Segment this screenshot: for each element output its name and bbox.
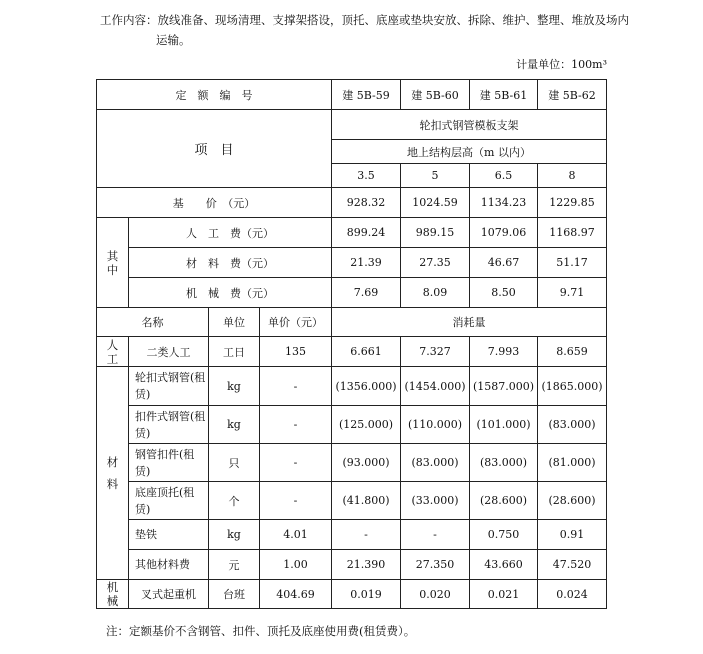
work-content-line1: 工作内容：放线准备、现场清理、支撑架搭设，顶托、底座或垫块安放、拆除、维护、整理、堆放及场内 <box>100 13 629 27</box>
material-name: 底座顶托(租赁) <box>129 482 209 520</box>
quota-code: 建 5B-61 <box>470 80 538 110</box>
material-row <box>97 367 607 406</box>
material-consumption: - <box>332 520 401 550</box>
machine-category-text: 机械 <box>106 580 119 608</box>
material-consumption: 43.660 <box>470 550 538 580</box>
machine-price: 404.69 <box>260 580 332 609</box>
group-title: 轮扣式钢管模板支架 <box>332 110 607 140</box>
material-consumption: 0.750 <box>470 520 538 550</box>
material-price: 1.00 <box>260 550 332 580</box>
material-row <box>97 444 607 482</box>
material-cost-row <box>97 248 607 278</box>
labor-cost-row <box>97 218 607 248</box>
material-consumption: (83.000) <box>401 444 470 482</box>
material-price: - <box>260 406 332 444</box>
footnote: 注：定额基价不含钢管、扣件、顶托及底座使用费(租赁费）。 <box>106 624 416 638</box>
material-consumption: (28.600) <box>538 482 607 520</box>
material-consumption: 47.520 <box>538 550 607 580</box>
material-name: 扣件式钢管(租赁) <box>129 406 209 444</box>
material-unit: 只 <box>209 444 260 482</box>
item-label: 项 目 <box>97 110 332 188</box>
material-cost-value: 21.39 <box>332 248 401 278</box>
base-price-row <box>97 188 607 218</box>
material-unit: kg <box>209 406 260 444</box>
labor-consumption: 8.659 <box>538 337 607 367</box>
base-price-value: 1229.85 <box>538 188 607 218</box>
base-price-value: 1024.59 <box>401 188 470 218</box>
machine-row <box>97 580 607 609</box>
material-consumption: (83.000) <box>470 444 538 482</box>
material-row <box>97 482 607 520</box>
material-consumption: (93.000) <box>332 444 401 482</box>
material-name: 其他材料费 <box>129 550 209 580</box>
machine-consumption: 0.019 <box>332 580 401 609</box>
quota-code: 建 5B-62 <box>538 80 607 110</box>
material-name: 垫铁 <box>129 520 209 550</box>
material-consumption: (110.000) <box>401 406 470 444</box>
material-price: - <box>260 444 332 482</box>
material-consumption: (1865.000) <box>538 367 607 406</box>
material-consumption: (33.000) <box>401 482 470 520</box>
machine-cost-row <box>97 278 607 308</box>
machine-consumption: 0.020 <box>401 580 470 609</box>
height-value: 3.5 <box>332 164 401 188</box>
labor-cost-value: 989.15 <box>401 218 470 248</box>
subgroup-title: 地上结构层高（m 以内） <box>332 140 607 164</box>
material-category <box>97 367 129 580</box>
quota-number-label: 定 额 编 号 <box>97 80 332 110</box>
material-cost-value: 27.35 <box>401 248 470 278</box>
base-price-value: 1134.23 <box>470 188 538 218</box>
labor-consumption: 7.993 <box>470 337 538 367</box>
machine-cost-value: 8.09 <box>401 278 470 308</box>
name-header: 名称 <box>97 308 209 337</box>
material-row <box>97 520 607 550</box>
material-consumption: (1356.000) <box>332 367 401 406</box>
material-name: 轮扣式钢管(租赁) <box>129 367 209 406</box>
material-cost-label: 材 料 费（元） <box>129 248 332 278</box>
measurement-unit: 计量单位：100m³ <box>516 58 607 71</box>
labor-cost-label: 人 工 费（元） <box>129 218 332 248</box>
labor-consumption: 6.661 <box>332 337 401 367</box>
material-row <box>97 406 607 444</box>
machine-unit: 台班 <box>209 580 260 609</box>
material-row <box>97 550 607 580</box>
machine-cost-value: 7.69 <box>332 278 401 308</box>
machine-category <box>97 580 129 609</box>
material-consumption: (1454.000) <box>401 367 470 406</box>
machine-cost-label: 机 械 费（元） <box>129 278 332 308</box>
unit-header: 单位 <box>209 308 260 337</box>
resource-header-row <box>97 308 607 337</box>
among-label <box>97 218 129 308</box>
machine-consumption: 0.024 <box>538 580 607 609</box>
consumption-header: 消耗量 <box>332 308 607 337</box>
labor-category <box>97 337 129 367</box>
material-consumption: 27.350 <box>401 550 470 580</box>
machine-consumption: 0.021 <box>470 580 538 609</box>
base-price-value: 928.32 <box>332 188 401 218</box>
labor-row <box>97 337 607 367</box>
labor-cost-value: 899.24 <box>332 218 401 248</box>
material-unit: kg <box>209 520 260 550</box>
labor-unit: 工日 <box>209 337 260 367</box>
material-cost-value: 51.17 <box>538 248 607 278</box>
material-consumption: 21.390 <box>332 550 401 580</box>
quota-code: 建 5B-60 <box>401 80 470 110</box>
material-consumption: (1587.000) <box>470 367 538 406</box>
material-consumption: 0.91 <box>538 520 607 550</box>
material-unit: 个 <box>209 482 260 520</box>
material-consumption: (101.000) <box>470 406 538 444</box>
quota-code: 建 5B-59 <box>332 80 401 110</box>
machine-name: 叉式起重机 <box>129 580 209 609</box>
material-consumption: (83.000) <box>538 406 607 444</box>
material-name: 钢管扣件(租赁) <box>129 444 209 482</box>
price-header: 单价（元） <box>260 308 332 337</box>
material-consumption: (81.000) <box>538 444 607 482</box>
height-value: 6.5 <box>470 164 538 188</box>
machine-cost-value: 9.71 <box>538 278 607 308</box>
material-cost-value: 46.67 <box>470 248 538 278</box>
labor-consumption: 7.327 <box>401 337 470 367</box>
height-value: 8 <box>538 164 607 188</box>
material-consumption: (41.800) <box>332 482 401 520</box>
work-content <box>100 10 660 50</box>
work-content-line2: 运输。 <box>156 33 191 47</box>
material-unit: kg <box>209 367 260 406</box>
material-price: 4.01 <box>260 520 332 550</box>
material-price: - <box>260 367 332 406</box>
quota-number-row <box>97 80 607 110</box>
height-value: 5 <box>401 164 470 188</box>
machine-cost-value: 8.50 <box>470 278 538 308</box>
base-price-label: 基 价 （元） <box>97 188 332 218</box>
labor-name: 二类人工 <box>129 337 209 367</box>
labor-price: 135 <box>260 337 332 367</box>
material-consumption: (125.000) <box>332 406 401 444</box>
material-consumption: (28.600) <box>470 482 538 520</box>
material-price: - <box>260 482 332 520</box>
labor-cost-value: 1168.97 <box>538 218 607 248</box>
group-title-row <box>97 110 607 140</box>
material-consumption: - <box>401 520 470 550</box>
labor-category-text: 人工 <box>106 337 119 366</box>
among-label-text: 其中 <box>106 248 119 277</box>
material-category-text: 材料 <box>106 455 119 491</box>
quota-table <box>96 79 607 609</box>
labor-cost-value: 1079.06 <box>470 218 538 248</box>
material-unit: 元 <box>209 550 260 580</box>
